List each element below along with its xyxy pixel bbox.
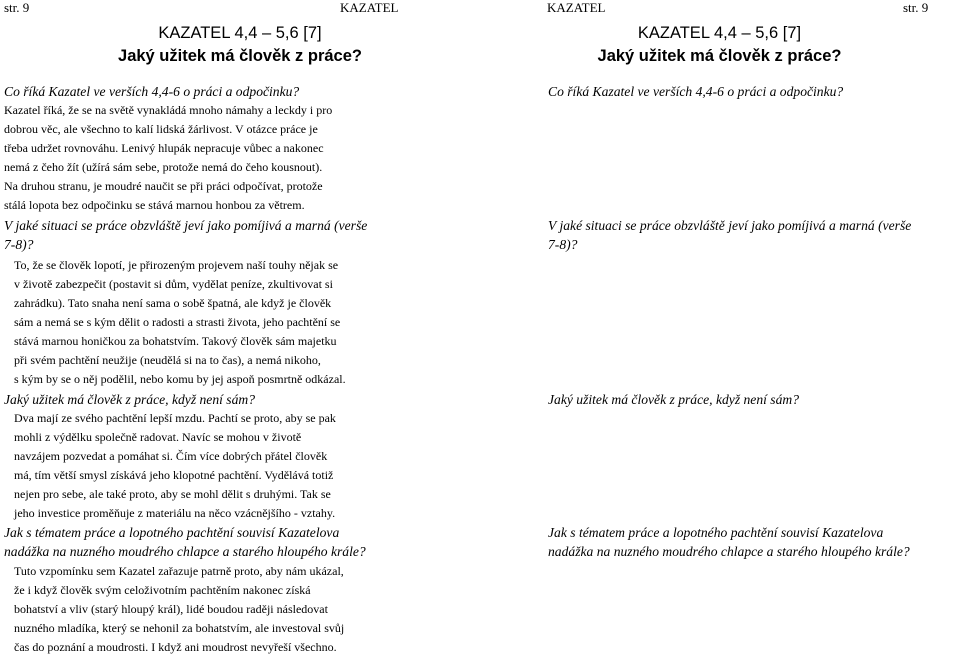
answer-3 <box>14 409 336 523</box>
answer-line: nemá z čeho žít (užírá sám sebe, protože nemá do čeho kousnout). <box>4 160 323 174</box>
answer-line: Dva mají ze svého pachtění lepší mzdu. Pachtí se proto, aby se pak <box>14 411 336 425</box>
question-2 <box>4 216 367 254</box>
running-header: KAZATEL <box>340 0 399 15</box>
running-header: KAZATEL <box>547 0 606 15</box>
answer-line: Kazatel říká, že se na světě vynakládá mnoho námahy a leckdy i pro <box>4 103 333 117</box>
question-line: nadážka na nuzného moudrého chlapce a starého hloupého krále? <box>4 544 366 559</box>
answer-line: To, že se člověk lopotí, je přirozeným projevem naší touhy nějak se <box>14 258 339 272</box>
question-4 <box>548 523 910 561</box>
answer-line: nuzného mladíka, který se nehonil za bohatstvím, ale investoval svůj <box>14 621 345 635</box>
chapter-subtitle: Jaký užitek má člověk z práce? <box>118 47 362 65</box>
answer-line: třeba udržet rovnováhu. Lenivý hlupák nepracuje vůbec a nakonec <box>4 141 324 155</box>
question-line: 7-8)? <box>548 237 578 252</box>
answer-line: mohli z výdělku společně radovat. Navíc se mohou v životě <box>14 430 302 444</box>
answer-2 <box>14 256 346 389</box>
answer-line: zahrádku). Tato snaha není sama o sobě špatná, ale když je člověk <box>14 296 332 310</box>
answer-line: navzájem pozvedat a pomáhat si. Čím více dobrých přátel člověk <box>14 449 328 463</box>
chapter-title <box>0 22 480 68</box>
answer-1 <box>4 101 332 215</box>
question-line: nadážka na nuzného moudrého chlapce a starého hloupého krále? <box>548 544 910 559</box>
answer-line: sám a nemá se s kým dělit o radosti a strasti života, jeho pachtění se <box>14 315 341 329</box>
answer-4 <box>14 562 344 657</box>
answer-line: Tuto vzpomínku sem Kazatel zařazuje patrně proto, aby nám ukázal, <box>14 564 344 578</box>
page-number: str. 9 <box>4 0 30 15</box>
chapter-title <box>480 22 959 68</box>
answer-line: dobrou věc, ale všechno to kalí lidská žárlivost. V otázce práce je <box>4 122 318 136</box>
answer-line: při svém pachtění neužije (neudělá si na to čas), a nemá nikoho, <box>14 353 321 367</box>
chapter-reference: KAZATEL 4,4 – 5,6 [7] <box>637 24 802 42</box>
question-3: Jaký užitek má člověk z práce, když není sám? <box>4 392 256 407</box>
answer-line: s kým by se o něj podělil, nebo komu by jej aspoň posmrtně odkázal. <box>14 372 346 386</box>
question-line: V jaké situaci se práce obzvláště jeví jako pomíjivá a marná (verše <box>4 218 368 233</box>
right-page <box>480 0 959 657</box>
question-3: Jaký užitek má člověk z práce, když není sám? <box>548 392 800 407</box>
page-number: str. 9 <box>903 0 929 15</box>
chapter-subtitle: Jaký užitek má člověk z práce? <box>597 47 842 65</box>
question-line: 7-8)? <box>4 237 34 252</box>
question-1: Co říká Kazatel ve verších 4,4-6 o práci a odpočinku? <box>4 84 300 99</box>
question-1: Co říká Kazatel ve verších 4,4-6 o práci a odpočinku? <box>548 84 844 99</box>
question-line: Jak s tématem práce a lopotného pachtění souvisí Kazatelova <box>4 525 340 540</box>
answer-line: má, tím větší smysl získává jeho klopotné pachtění. Vydělává totiž <box>14 468 334 482</box>
question-4 <box>4 523 366 561</box>
answer-line: bohatství a vliv (starý hloupý král), lidé boudou raději následovat <box>14 602 328 616</box>
answer-line: jeho investice proměňuje z materiálu na něco vzácnějšího - vztahy. <box>14 506 336 520</box>
answer-line: že i když člověk svým celoživotním pachtěním nakonec získá <box>14 583 311 597</box>
question-2 <box>548 216 911 254</box>
answer-line: stálá lopota bez odpočinku se stává marnou honbou za větrem. <box>4 198 305 212</box>
question-line: V jaké situaci se práce obzvláště jeví jako pomíjivá a marná (verše <box>548 218 912 233</box>
answer-line: nejen pro sebe, ale také proto, aby se mohl dělit s druhými. Tak se <box>14 487 331 501</box>
answer-line: čas do poznání a moudrosti. I když ani moudrost nevyřeší všechno. <box>14 640 337 654</box>
answer-line: Na druhou stranu, je moudré naučit se při práci odpočívat, protože <box>4 179 323 193</box>
question-line: Jak s tématem práce a lopotného pachtění souvisí Kazatelova <box>548 525 884 540</box>
answer-line: stává marnou honičkou za bohatstvím. Takový člověk sám majetku <box>14 334 337 348</box>
answer-line: v životě zabezpečit (postavit si dům, vydělat peníze, zkultivovat si <box>14 277 333 291</box>
chapter-reference: KAZATEL 4,4 – 5,6 [7] <box>158 24 322 42</box>
